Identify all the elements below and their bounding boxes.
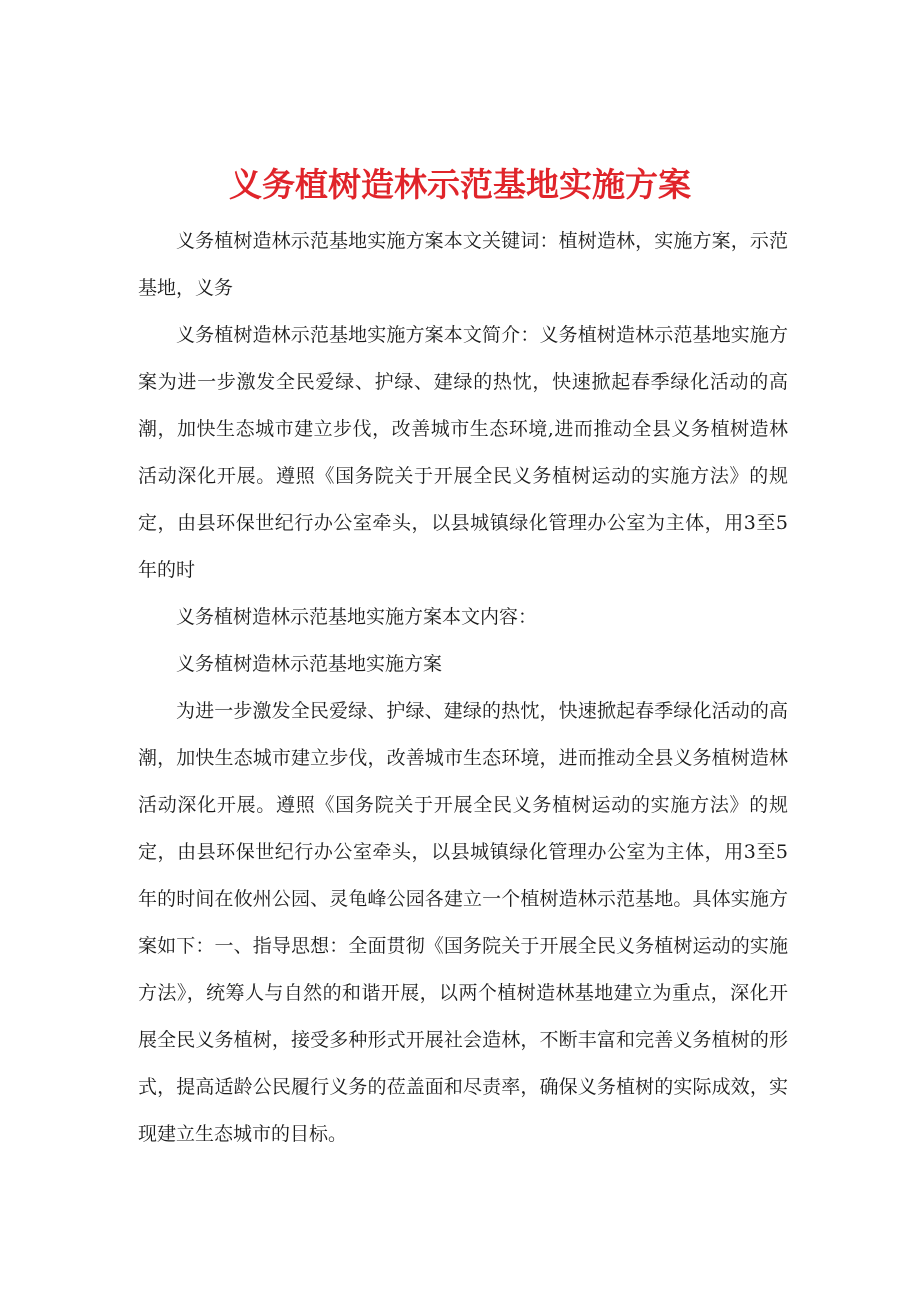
content-label-paragraph: 义务植树造林示范基地实施方案本文内容：	[176, 606, 538, 628]
keywords-paragraph: 义务植树造林示范基地实施方案本文关键词：植树造林，实施方案，示范基地，义务	[138, 230, 788, 299]
section-heading-paragraph: 义务植树造林示范基地实施方案	[176, 653, 443, 675]
summary-paragraph: 义务植树造林示范基地实施方案本文简介：义务植树造林示范基地实施方案为进一步激发全民爱绿、护绿、建绿的热忱，快速掀起春季绿化活动的高潮，加快生态城市建立步伐，改善城市生态环境,进而推动全县义务植树造林活动深化开展。遵照《国务院关于开展全民义务植树运动的实施方法》的规定，由县环保世纪行办公室牵头，以县城镇绿化管理办公室为主体，用3至5年的时	[138, 324, 788, 581]
document-title: 义务植树造林示范基地实施方案	[229, 165, 691, 205]
main-body-paragraph: 为进一步激发全民爱绿、护绿、建绿的热忱，快速掀起春季绿化活动的高潮，加快生态城市建立步伐，改善城市生态环境，进而推动全县义务植树造林活动深化开展。遵照《国务院关于开展全民义务植树运动的实施方法》的规定，由县环保世纪行办公室牵头，以县城镇绿化管理办公室为主体，用3至5年的时间在攸州公园、灵龟峰公园各建立一个植树造林示范基地。具体实施方案如下：一、指导思想：全面贯彻《国务院关于开展全民义务植树运动的实施方法》，统筹人与自然的和谐开展，以两个植树造林基地建立为重点，深化开展全民义务植树，接受多种形式开展社会造林，不断丰富和完善义务植树的形式，提高适龄公民履行义务的莅盖面和尽责率，确保义务植树的实际成效，实现建立生态城市的目标。	[138, 700, 788, 1145]
document-body	[138, 218, 788, 1158]
